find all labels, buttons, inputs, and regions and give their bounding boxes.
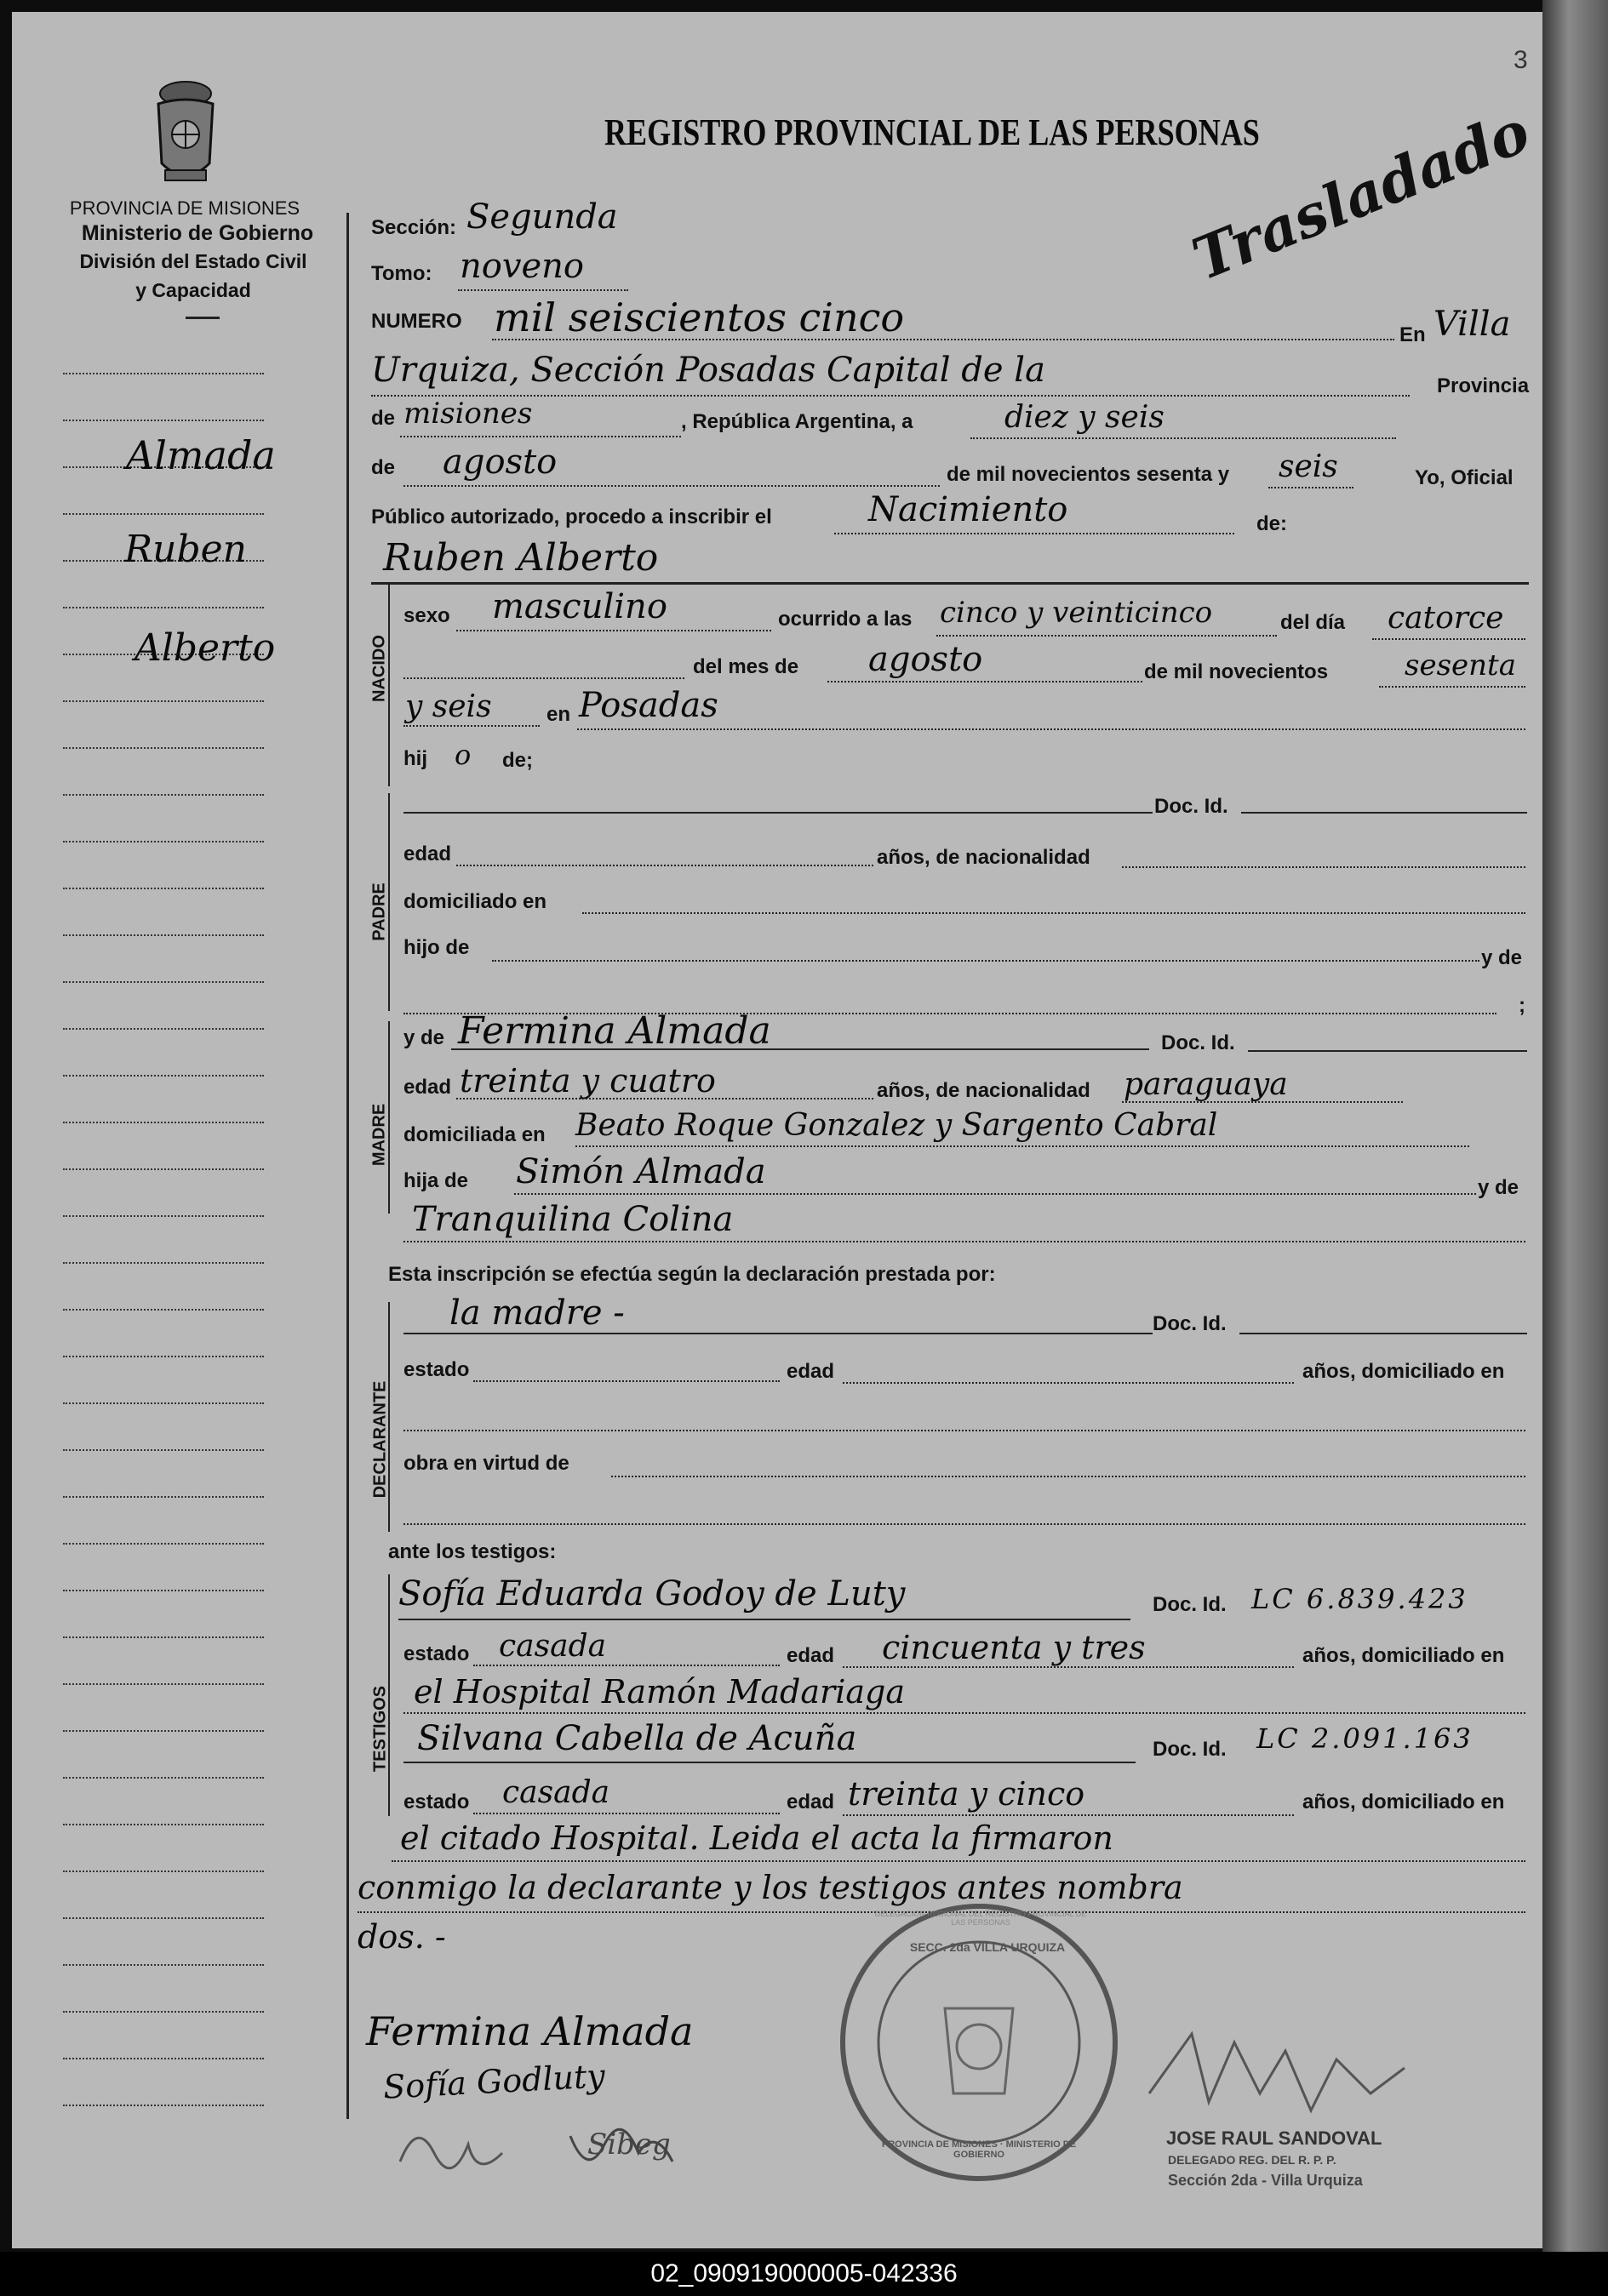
year-line <box>1379 686 1525 688</box>
witness-2-dom-label: años, domiciliado en <box>1302 1791 1505 1813</box>
witness-2-estado-line <box>473 1813 780 1814</box>
witness-2-estado-label: estado <box>403 1791 470 1813</box>
margin-rule <box>63 1590 264 1591</box>
margin-rule <box>63 1636 264 1638</box>
year-2-line <box>403 725 540 727</box>
transferred-stamp-note: Trasladado <box>1183 97 1539 294</box>
margin-rule <box>63 513 264 515</box>
official-title: DELEGADO REG. DEL R. P. P. <box>1168 2153 1336 2167</box>
seccion-value: Segunda <box>466 197 618 237</box>
declarant-value: la madre - <box>449 1294 625 1333</box>
declarante-estado-line <box>473 1380 780 1382</box>
obra-line <box>611 1476 1525 1477</box>
declarante-edad-label: edad <box>787 1360 835 1383</box>
margin-rule <box>63 1449 264 1451</box>
division-label: División del Estado Civil <box>79 250 307 272</box>
padre-doc-line <box>1241 812 1527 814</box>
mother-name-value: Fermina Almada <box>458 1009 771 1053</box>
margin-rule <box>63 2058 264 2059</box>
witness-1-edad-line <box>843 1666 1294 1668</box>
tomo-value: noveno <box>460 247 584 286</box>
numero-line <box>492 339 1394 340</box>
official-name: JOSE RAUL SANDOVAL <box>1166 2128 1382 2149</box>
witness-1-doc: LC 6.839.423 <box>1251 1583 1468 1615</box>
witness-2-edad-label: edad <box>787 1791 835 1813</box>
en-value: Villa <box>1433 305 1511 344</box>
numero-label: NUMERO <box>371 310 462 333</box>
child-name-value: Ruben Alberto <box>383 536 659 580</box>
margin-rule <box>63 1543 264 1545</box>
margin-rule <box>63 934 264 936</box>
margin-rule <box>63 1122 264 1123</box>
madre-nac-label: años, de nacionalidad <box>877 1079 1090 1102</box>
seal-inner-text: SECC. 2da VILLA URQUIZA <box>909 1940 1066 1954</box>
margin-rule <box>63 1309 264 1311</box>
ocurrido-label: ocurrido a las <box>778 608 913 631</box>
tomo-label: Tomo: <box>371 262 432 285</box>
signature-mother: Fermina Almada <box>366 2008 694 2054</box>
reg-day-line <box>970 437 1396 439</box>
page-mark: 3 <box>1514 46 1528 74</box>
margin-rule <box>63 1496 264 1498</box>
witness-1-estado-line <box>473 1665 780 1666</box>
reg-year-line <box>1268 487 1353 488</box>
inscription-label: Esta inscripción se efectúa según la declaración prestada por: <box>388 1263 996 1286</box>
margin-rule <box>63 1870 264 1872</box>
declarante-dom-label: años, domiciliado en <box>1302 1360 1505 1383</box>
hour-line <box>936 635 1277 637</box>
madre-hija-line <box>514 1193 1476 1195</box>
margin-rule <box>63 1075 264 1077</box>
month-line <box>827 681 1142 683</box>
obra-label: obra en virtud de <box>403 1452 569 1475</box>
de-label: de <box>371 407 396 430</box>
official-signature-scribble <box>1141 2017 1422 2128</box>
margin-rule <box>63 1777 264 1779</box>
mil-nov-2-label: de mil novecientos <box>1144 660 1329 683</box>
mother-nationality-value: paraguaya <box>1124 1067 1288 1102</box>
yo-oficial-label: Yo, Oficial <box>1415 466 1514 489</box>
act-value: Nacimiento <box>868 490 1068 529</box>
official-section: Sección 2da - Villa Urquiza <box>1168 2172 1363 2189</box>
mother-name-line <box>451 1048 1149 1050</box>
padre-nac-line <box>1122 866 1525 868</box>
witness-2-name: Silvana Cabella de Acuña <box>417 1719 857 1758</box>
day-line <box>1372 638 1525 640</box>
margin-rule <box>63 888 264 889</box>
declarante-extra-line <box>403 1430 1525 1431</box>
hij-suffix-value: o <box>455 739 472 771</box>
signature-witness-1: Sofía Godluty <box>382 2057 606 2106</box>
declarante-edad-line <box>843 1382 1294 1384</box>
margin-rule <box>63 2105 264 2106</box>
year-value: sesenta <box>1405 648 1516 683</box>
declarante-doc-id-label: Doc. Id. <box>1153 1312 1227 1335</box>
provincia-label: Provincia <box>1437 374 1530 397</box>
de-month-label: de <box>371 456 396 479</box>
witness-1-edad-label: edad <box>787 1644 835 1667</box>
margin-surname: Almada <box>126 432 276 478</box>
reg-year-value: seis <box>1279 449 1338 484</box>
province-line <box>400 436 681 437</box>
birth-place-line <box>577 728 1525 730</box>
witness-2-doc: LC 2.091.163 <box>1256 1722 1474 1755</box>
act-line <box>834 533 1234 534</box>
place-value: Urquiza, Sección Posadas Capital de la <box>371 351 1045 390</box>
mil-nov-label: de mil novecientos sesenta y <box>947 463 1230 486</box>
witness-2-dom-line <box>392 1860 1525 1862</box>
padre-dom-label: domiciliado en <box>403 890 547 913</box>
madre-nac-line <box>1122 1101 1403 1103</box>
witness-2-estado: casada <box>502 1775 610 1810</box>
del-dia-label: del día <box>1280 611 1346 634</box>
declarante-doc-line <box>1239 1333 1527 1334</box>
header-divider <box>186 317 220 319</box>
ministry-label: Ministerio de Gobierno <box>81 221 314 245</box>
padre-edad-label: edad <box>403 842 452 865</box>
witness-2-doc-label: Doc. Id. <box>1153 1738 1227 1761</box>
margin-rule <box>63 1917 264 1919</box>
padre-y-de-label: y de <box>1481 946 1523 969</box>
witness-1-name: Sofía Eduarda Godoy de Luty <box>398 1574 906 1613</box>
declarante-estado-label: estado <box>403 1358 470 1381</box>
hour-value: cinco y veinticinco <box>940 596 1213 630</box>
de-colon-label: de: <box>1256 512 1287 535</box>
witness-2-edad: treinta y cinco <box>848 1775 1085 1813</box>
del-mes-label: del mes de <box>693 655 799 678</box>
witness-2-edad-line <box>843 1814 1294 1816</box>
coat-of-arms-icon <box>146 78 225 189</box>
witness-1-dom: el Hospital Ramón Madariaga <box>414 1673 905 1711</box>
witness-2-dom: el citado Hospital. Leida el acta la firmaron <box>400 1819 1113 1857</box>
page-title: REGISTRO PROVINCIAL DE LAS PERSONAS <box>604 111 1260 153</box>
margin-rule <box>63 373 264 374</box>
margin-rule <box>63 1964 264 1966</box>
padre-doc-id-label: Doc. Id. <box>1154 795 1228 818</box>
witnesses-label: ante los testigos: <box>388 1540 557 1563</box>
padre-semicolon: ; <box>1519 994 1525 1017</box>
name-rule <box>371 582 1529 585</box>
witness-1-line <box>398 1619 1130 1620</box>
padre-nac-label: años, de nacionalidad <box>877 846 1090 869</box>
column-divider <box>346 213 349 2119</box>
margin-rule <box>63 841 264 842</box>
capacity-label: y Capacidad <box>135 279 251 301</box>
page-edge <box>1542 0 1608 2255</box>
hij-label: hij <box>403 747 427 770</box>
testigos-side-label: TESTIGOS <box>370 1685 390 1773</box>
signature-witness-2: Sibeg <box>587 2128 671 2162</box>
mother-mother-value: Tranquilina Colina <box>412 1200 734 1239</box>
mother-age-value: treinta y cuatro <box>460 1062 716 1099</box>
margin-rule <box>63 794 264 796</box>
madre-edad-label: edad <box>403 1076 452 1099</box>
margin-rule <box>63 700 264 702</box>
hij-de-label: de; <box>502 749 533 772</box>
margin-rule <box>63 1356 264 1357</box>
sex-line <box>456 630 771 631</box>
sexo-label: sexo <box>403 604 450 627</box>
madre-hija-de-label: hija de <box>403 1169 469 1192</box>
margin-rule <box>63 1683 264 1685</box>
madre-edad-line <box>456 1098 873 1099</box>
obra-extra-line <box>403 1523 1525 1525</box>
mother-father-value: Simón Almada <box>516 1152 766 1191</box>
numero-value: mil seiscientos cinco <box>494 294 905 340</box>
padre-hijo-de-label: hijo de <box>403 936 470 959</box>
margin-rule <box>63 420 264 421</box>
reg-month-line <box>403 485 940 487</box>
day-value: catorce <box>1388 601 1504 636</box>
nacido-side-label: NACIDO <box>369 635 389 702</box>
margin-rule <box>63 1730 264 1732</box>
madre-side-label: MADRE <box>369 1103 389 1167</box>
margin-rule <box>63 1028 264 1030</box>
declarante-side-label: DECLARANTE <box>370 1380 390 1499</box>
madre-dom-label: domiciliada en <box>403 1123 546 1146</box>
province-value: misiones <box>403 397 533 431</box>
madre-y-de-line <box>403 1241 1525 1242</box>
witness-1-estado-label: estado <box>403 1642 470 1665</box>
en-label: En <box>1399 323 1426 346</box>
margin-rule <box>63 1824 264 1825</box>
image-id-footer: 02_090919000005-042336 <box>0 2252 1608 2296</box>
margin-rule <box>63 1168 264 1170</box>
month-value: agosto <box>868 640 983 679</box>
margin-rule <box>63 747 264 749</box>
mother-address-value: Beato Roque Gonzalez y Sargento Cabral <box>575 1108 1218 1143</box>
seal-outer-text: DELEGACION REGIONAL DEL REGISTRO PROVINCIAL DE LAS PERSONAS <box>874 1910 1087 1927</box>
margin-rule <box>63 607 264 608</box>
margin-name-2: Alberto <box>134 626 276 670</box>
madre-y-de-2-label: y de <box>1478 1176 1519 1199</box>
witness-2-line <box>403 1762 1136 1763</box>
madre-doc-id-label: Doc. Id. <box>1161 1031 1235 1054</box>
margin-rule <box>63 2011 264 2013</box>
padre-name-line <box>403 812 1153 814</box>
birth-place-value: Posadas <box>579 686 718 725</box>
province-label: PROVINCIA DE MISIONES <box>69 197 300 219</box>
declarant-line <box>403 1333 1153 1334</box>
margin-rule <box>63 1402 264 1404</box>
publico-label: Público autorizado, procedo a inscribir el <box>371 505 772 528</box>
margin-name-1: Ruben <box>124 528 248 571</box>
reg-day-value: diez y seis <box>1004 400 1165 435</box>
padre-side-label: PADRE <box>369 882 389 941</box>
sex-value: masculino <box>492 587 667 626</box>
padre-dom-line <box>582 912 1525 914</box>
closing-line-1: conmigo la declarante y los testigos antes nombra <box>358 1869 1183 1906</box>
seccion-label: Sección: <box>371 216 457 239</box>
reg-month-value: agosto <box>443 443 558 482</box>
republica-label: , República Argentina, a <box>681 410 913 433</box>
margin-rule <box>63 981 264 983</box>
padre-edad-line <box>456 865 873 866</box>
witness-1-dom-label: años, domiciliado en <box>1302 1644 1505 1667</box>
madre-dom-line <box>575 1145 1469 1147</box>
witness-1-doc-label: Doc. Id. <box>1153 1593 1227 1616</box>
seal-bottom-text: PROVINCIA DE MISIONES · MINISTERIO DE GOBIERNO <box>881 2139 1077 2160</box>
madre-y-de-label: y de <box>403 1026 445 1049</box>
en-birth-label: en <box>546 703 571 726</box>
witness-1-estado: casada <box>499 1629 607 1664</box>
closing-line-2: dos. - <box>358 1918 446 1956</box>
padre-hijo-line <box>492 960 1479 962</box>
tomo-line <box>458 289 628 291</box>
witness-1-edad: cincuenta y tres <box>882 1629 1146 1666</box>
madre-doc-line <box>1248 1050 1527 1052</box>
month-pre-line <box>403 677 684 679</box>
margin-rule <box>63 1262 264 1264</box>
witness-1-dom-line <box>403 1712 1525 1714</box>
margin-rule <box>63 1215 264 1217</box>
year-2-value: y seis <box>405 689 492 724</box>
